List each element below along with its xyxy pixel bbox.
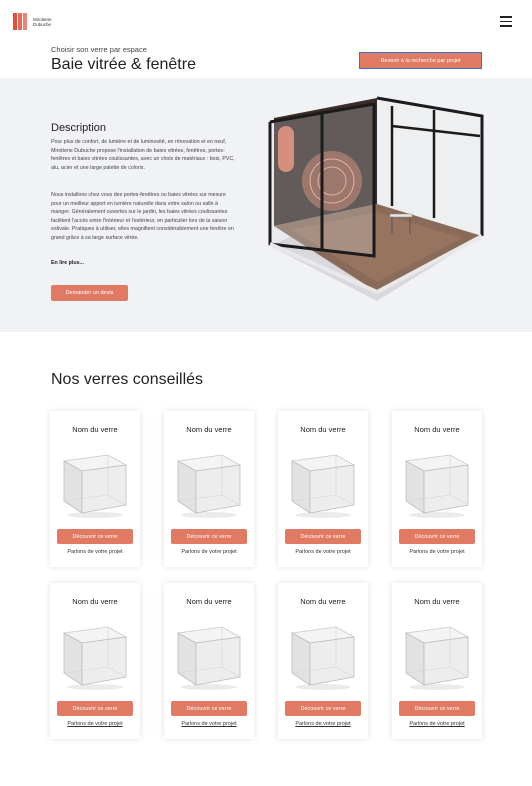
recommended-glasses-heading: Nos verres conseillés: [51, 371, 204, 388]
glass-name: Nom du verre: [414, 425, 460, 434]
glass-cube-icon: [400, 443, 474, 524]
glass-card: [278, 583, 368, 739]
logo-icon: [13, 13, 30, 30]
read-more-link[interactable]: En lire plus...: [51, 260, 84, 266]
talk-project-link[interactable]: Parlons de votre projet: [181, 721, 237, 727]
talk-project-link[interactable]: Parlons de votre projet: [409, 721, 465, 727]
glass-card: [278, 411, 368, 567]
glass-cube-icon: [58, 443, 132, 524]
glass-name: Nom du verre: [72, 597, 118, 606]
glass-name: Nom du verre: [300, 597, 346, 606]
request-quote-button[interactable]: Demander un devis: [51, 285, 128, 301]
hamburger-menu-icon[interactable]: [500, 16, 512, 26]
talk-project-link[interactable]: Parlons de votre projet: [295, 721, 351, 727]
glass-cube-icon: [172, 443, 246, 524]
talk-project-link[interactable]: Parlons de votre projet: [295, 549, 351, 555]
site-header: [0, 0, 532, 44]
glass-card: [50, 583, 140, 739]
glass-card: [50, 411, 140, 567]
glass-cube-icon: [172, 615, 246, 696]
glass-name: Nom du verre: [72, 425, 118, 434]
talk-project-link[interactable]: Parlons de votre projet: [67, 721, 123, 727]
talk-project-link[interactable]: Parlons de votre projet: [409, 549, 465, 555]
discover-glass-button[interactable]: Découvrir ce verre: [285, 529, 361, 544]
discover-glass-button[interactable]: Découvrir ce verre: [171, 701, 247, 716]
glass-name: Nom du verre: [186, 425, 232, 434]
title-area: [51, 45, 196, 74]
glass-cube-icon: [58, 615, 132, 696]
description-paragraph-1: Pour plus de confort, de lumière et de luminosité, en rénovation et en neuf, Miroiterie Dubuche propose l'installation de baies vitrées, fenêtres, portes-fenêtres et baies vitrées coulissantes, avec un choix de matériaux : bois, PVC, alu, acier et une large palette de coloris.: [51, 139, 235, 171]
discover-glass-button[interactable]: Découvrir ce verre: [399, 529, 475, 544]
glass-card: [164, 583, 254, 739]
back-to-search-button[interactable]: Revenir à la recherche par projet: [359, 52, 482, 69]
logo-text: Miroiterie Dubuche: [33, 16, 52, 27]
discover-glass-button[interactable]: Découvrir ce verre: [57, 701, 133, 716]
logo[interactable]: [13, 13, 61, 30]
glass-name: Nom du verre: [414, 597, 460, 606]
glass-cube-icon: [286, 615, 360, 696]
glass-cube-icon: [286, 443, 360, 524]
glass-card: [164, 411, 254, 567]
glass-cube-icon: [400, 615, 474, 696]
discover-glass-button[interactable]: Découvrir ce verre: [399, 701, 475, 716]
talk-project-link[interactable]: Parlons de votre projet: [181, 549, 237, 555]
glass-card: [392, 583, 482, 739]
discover-glass-button[interactable]: Découvrir ce verre: [285, 701, 361, 716]
glass-name: Nom du verre: [186, 597, 232, 606]
description-paragraph-2: Nous installons chez vous des portes-fenêtres ou baies vitrées sur mesure pour un meilleur apport en lumière naturelle dans votre salon ou salle à manger. Généralement ouvertes sur le jardin, les baies vitrées coulissantes facilitent l'accès entre l'intérieur et l'extérieur, en particulier lors de la saison estivale. Pratiques à utiliser, elles magnifient considérablement une fenêtre en grand grâce à sa large surface vitrée.: [51, 192, 234, 241]
page-title: Baie vitrée & fenêtre: [51, 56, 196, 73]
description-section: [0, 78, 532, 332]
discover-glass-button[interactable]: Découvrir ce verre: [57, 529, 133, 544]
discover-glass-button[interactable]: Découvrir ce verre: [171, 529, 247, 544]
page-subtitle: Choisir son verre par espace: [51, 45, 147, 54]
room-illustration: [262, 96, 488, 306]
glass-card: [392, 411, 482, 567]
description-heading: Description: [51, 122, 107, 134]
glass-name: Nom du verre: [300, 425, 346, 434]
talk-project-link[interactable]: Parlons de votre projet: [67, 549, 123, 555]
